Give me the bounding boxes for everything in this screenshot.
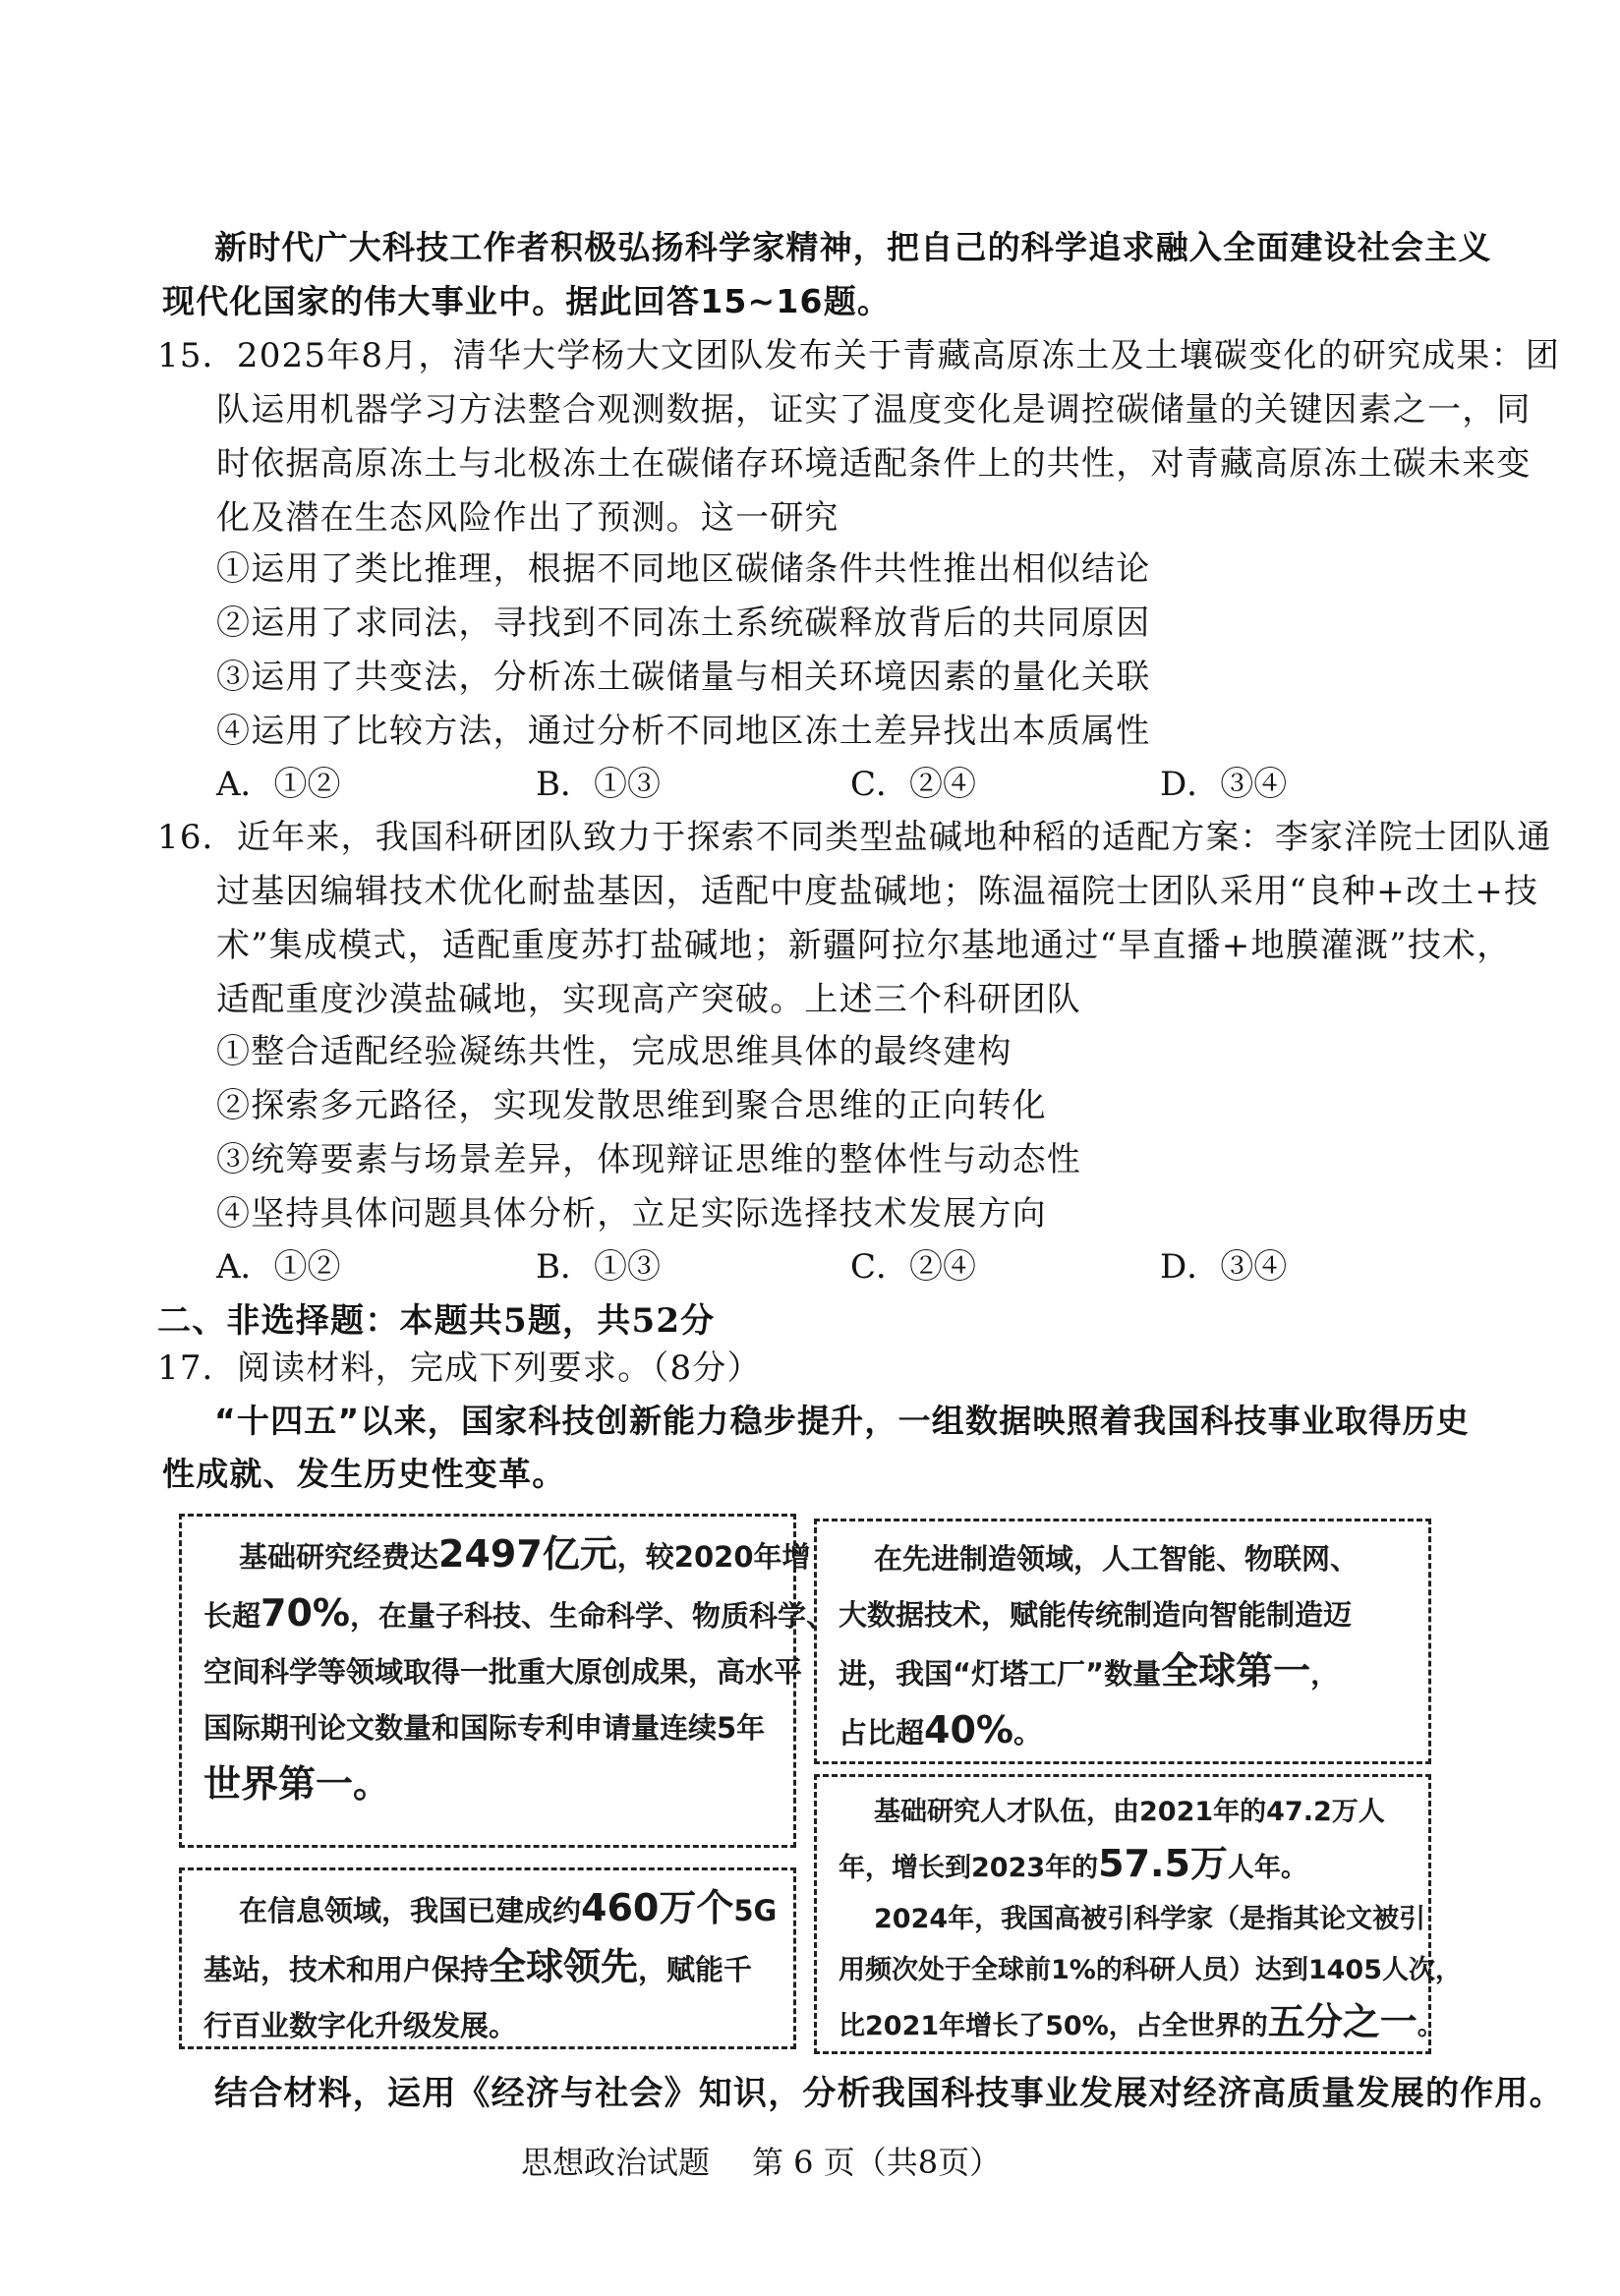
footer-page-number: 第 6 页（共8页）	[752, 2144, 1002, 2181]
q15-item-2: ②运用了求同法，寻找到不同冻土系统碳释放背后的共同原因	[216, 603, 1151, 643]
q15-option-a[interactable]: A．①②	[216, 765, 341, 804]
intro-line-2: 现代化国家的伟大事业中。据此回答15~16题。	[162, 282, 892, 320]
intro-line-1: 新时代广大科技工作者积极弘扬科学家精神，把自己的科学追求融入全面建设社会主义	[214, 228, 1492, 266]
q15-item-3: ③运用了共变法，分析冻土碳储量与相关环境因素的量化关联	[216, 658, 1151, 697]
section-2-heading: 二、非选择题：本题共5题，共52分	[157, 1301, 716, 1341]
footer-subject: 思想政治试题	[521, 2144, 711, 2181]
q17-question: 结合材料，运用《经济与社会》知识，分析我国科技事业发展对经济高质量发展的作用。	[214, 2074, 1564, 2113]
q17-material-line-2: 性成就、发生历史性变革。	[162, 1455, 566, 1493]
q16-item-3: ③统筹要素与场景差异，体现辩证思维的整体性与动态性	[216, 1140, 1081, 1179]
q17-stem: 17．阅读材料，完成下列要求。（8分）	[157, 1349, 762, 1388]
q17-material-line-1: “十四五”以来，国家科技创新能力稳步提升，一组数据映照着我国科技事业取得历史	[214, 1402, 1470, 1440]
q16-stem-line-4: 适配重度沙漠盐碱地，实现高产突破。上述三个科研团队	[216, 980, 1081, 1019]
q16-item-1: ①整合适配经验凝练共性，完成思维具体的最终建构	[216, 1032, 1012, 1071]
q16-option-b[interactable]: B．①③	[536, 1247, 661, 1287]
q16-item-2: ②探索多元路径，实现发散思维到聚合思维的正向转化	[216, 1086, 1047, 1125]
q15-option-d[interactable]: D．③④	[1160, 765, 1288, 804]
q15-item-4: ④运用了比较方法，通过分析不同地区冻土差异找出本质属性	[216, 712, 1151, 751]
material-box-talent: 基础研究人才队伍，由2021年的47.2万人 年，增长到2023年的57.5万人年。 2024年，我国高被引科学家（是指其论文被引 用频次处于全球前1%的科研人员）达到1405人次， 比2021年增长了50%，占全世界的五分之一。	[814, 1774, 1431, 2054]
q15-stem-line-4: 化及潜在生态风险作出了预测。这一研究	[216, 498, 839, 538]
material-box-5g: 在信息领域，我国已建成约460万个5G 基站，技术和用户保持全球领先，赋能千 行百业数字化升级发展。	[179, 1867, 796, 2049]
q15-option-c[interactable]: C．②④	[850, 765, 977, 804]
q16-item-4: ④坚持具体问题具体分析，立足实际选择技术发展方向	[216, 1194, 1047, 1234]
q15-stem-line-1: 15．2025年8月，清华大学杨大文团队发布关于青藏高原冻土及土壤碳变化的研究成果：团	[157, 336, 1561, 375]
q15-item-1: ①运用了类比推理，根据不同地区碳储条件共性推出相似结论	[216, 549, 1151, 589]
q16-stem-line-3: 术”集成模式，适配重度苏打盐碱地；新疆阿拉尔基地通过“旱直播+地膜灌溉”技术，	[216, 926, 1512, 965]
q16-stem-line-2: 过基因编辑技术优化耐盐基因，适配中度盐碱地；陈温福院士团队采用“良种+改土+技	[216, 872, 1539, 911]
q16-option-c[interactable]: C．②④	[850, 1247, 977, 1287]
q15-stem-line-3: 时依据高原冻土与北极冻土在碳储存环境适配条件上的共性，对青藏高原冻土碳未来变	[216, 444, 1532, 484]
q15-stem-line-2: 队运用机器学习方法整合观测数据，证实了温度变化是调控碳储量的关键因素之一，同	[216, 390, 1532, 430]
q15-option-b[interactable]: B．①③	[536, 765, 661, 804]
q16-option-a[interactable]: A．①②	[216, 1247, 341, 1287]
q16-option-d[interactable]: D．③④	[1160, 1247, 1288, 1287]
material-box-basic-research: 基础研究经费达2497亿元，较2020年增 长超70%，在量子科技、生命科学、物质科学、 空间科学等领域取得一批重大原创成果，高水平 国际期刊论文数量和国际专利申请量连续5年 世界第一。	[179, 1514, 796, 1848]
material-box-manufacturing: 在先进制造领域，人工智能、物联网、 大数据技术，赋能传统制造向智能制造迈 进，我国“灯塔工厂”数量全球第一， 占比超40%。	[814, 1519, 1431, 1764]
q16-stem-line-1: 16．近年来，我国科研团队致力于探索不同类型盐碱地种稻的适配方案：李家洋院士团队通	[157, 818, 1552, 857]
